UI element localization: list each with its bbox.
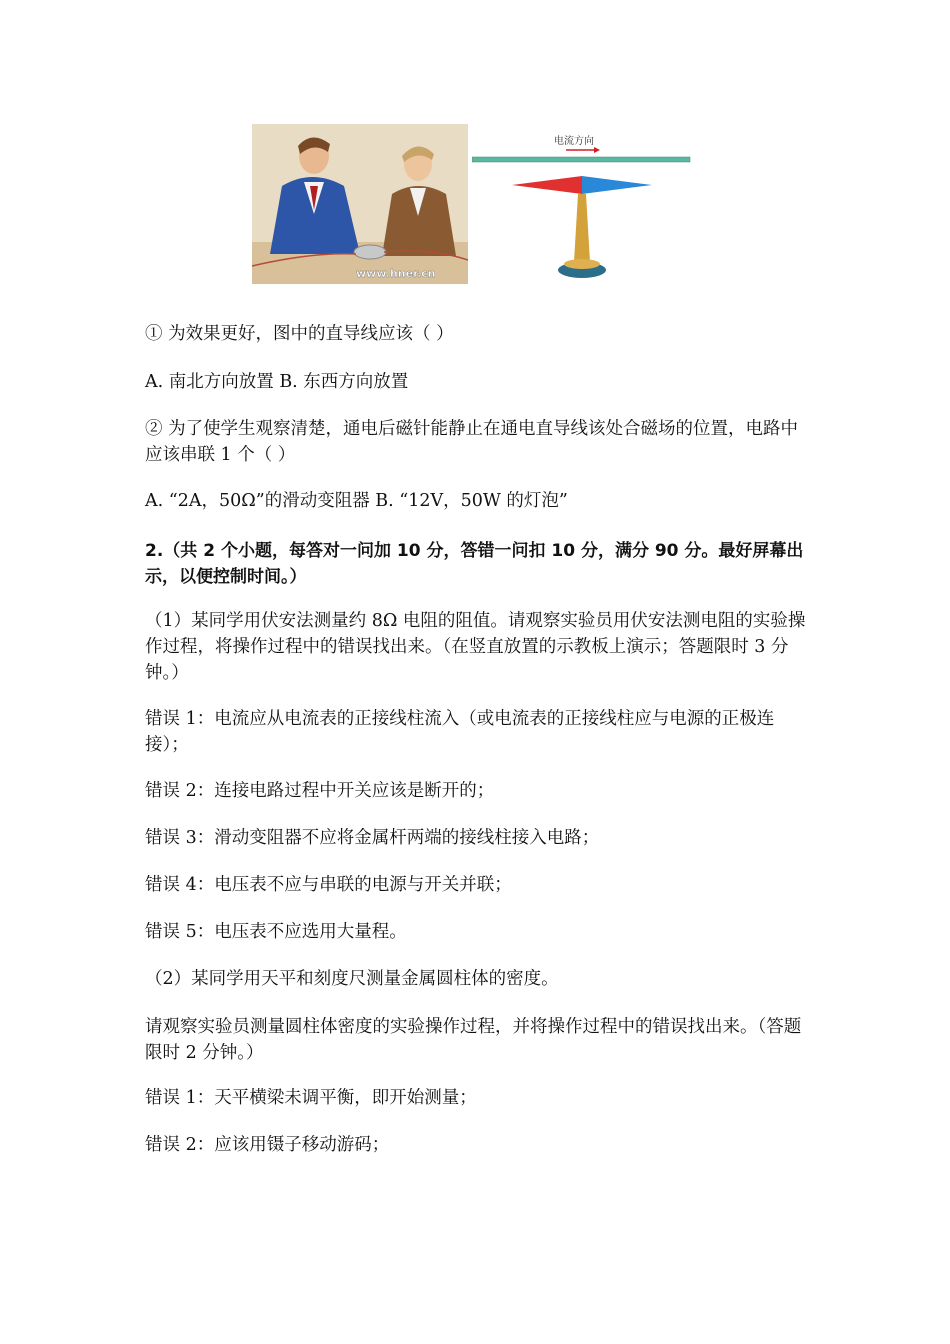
- options-2: A. “2A，50Ω”的滑动变阻器 B. “12V，50W 的灯泡”: [145, 491, 568, 511]
- subquestion-1: （1）某同学用伏安法测量约 8Ω 电阻的阻值。请观察实验员用伏安法测电阻的实验操作过程，将操作过程中的错误找出来。（在竖直放置的示教板上演示；答题限时 3 分钟。）: [145, 611, 806, 683]
- error-5a: 错误 5：电压表不应选用大量程。: [145, 922, 407, 942]
- subquestion-2: （2）某同学用天平和刻度尺测量金属圆柱体的密度。: [145, 969, 559, 989]
- error-2b: 错误 2：应该用镊子移动游码；: [145, 1135, 390, 1155]
- error-4a: 错误 4：电压表不应与串联的电源与开关并联；: [145, 875, 512, 895]
- error-2a: 错误 2：连接电路过程中开关应该是断开的；: [145, 781, 495, 801]
- error-1a: 错误 1：电流应从电流表的正接线柱流入（或电流表的正接线柱应与电源的正极连接）；: [145, 709, 775, 755]
- options-1: A. 南北方向放置 B. 东西方向放置: [145, 372, 409, 392]
- scientists-photo: [252, 124, 468, 284]
- question-2: ② 为了使学生观察清楚，通电后磁针能静止在通电直导线该处合磁场的位置，电路中应该串联 1 个（ ）: [145, 419, 799, 465]
- error-3a: 错误 3：滑动变阻器不应将金属杆两端的接线柱接入电路；: [145, 828, 600, 848]
- compass-needle-diagram: [472, 124, 712, 289]
- photo-watermark: www.hner.cn: [356, 267, 436, 280]
- question-1: ① 为效果更好，图中的直导线应该（ ）: [145, 324, 454, 344]
- oersted-figure: [252, 124, 712, 289]
- subquestion-2-detail: 请观察实验员测量圆柱体密度的实验操作过程，并将操作过程中的错误找出来。（答题限时 2 分钟。）: [145, 1017, 802, 1063]
- current-direction-label: 电流方向: [554, 136, 594, 147]
- section-2-heading: 2.（共 2 个小题，每答对一问加 10 分，答错一问扣 10 分，满分 90 分。最好屏幕出示，以便控制时间。）: [145, 541, 804, 587]
- error-1b: 错误 1：天平横梁未调平衡，即开始测量；: [145, 1088, 477, 1108]
